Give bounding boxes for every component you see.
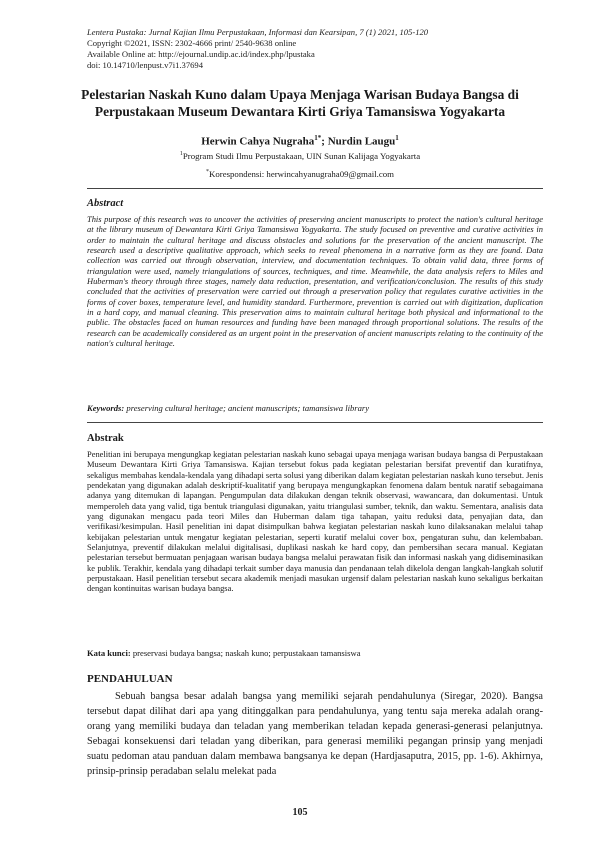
author-1-sup: 1* [314, 134, 322, 142]
keywords-en-label: Keywords: [87, 403, 125, 413]
page-number: 105 [292, 807, 308, 818]
correspondence-text: Korespondensi: herwincahyanugraha09@gmail.com [209, 168, 394, 179]
abstract-en-heading: Abstract [87, 198, 124, 209]
abstract-id-heading: Abstrak [87, 433, 124, 444]
keywords-id [87, 648, 543, 658]
section-body [87, 689, 543, 779]
affiliation-text: Program Studi Ilmu Perpustakaan, UIN Sunan Kalijaga Yogyakarta [182, 150, 421, 161]
keywords-id-values: preservasi budaya bangsa; naskah kuno; perpustakaan tamansiswa [132, 648, 361, 658]
abstract-id-text: Penelitian ini berupaya mengungkap kegiatan pelestarian naskah kuno sebagai upaya menjaga warisan budaya bangsa di Perpustakaan Museum Dewantara Kirti Griya Tamansiswa. Kajian tersebut fokus pada kegiatan pelestarian bersifat preventif dan kuratifnya, sekaligus membahas kendala-kendala yang dihadapi serta solusi yang diberikan dalam kegiatan pelestarian naskah kuno tersebut. Jenis pendekatan yang digunakan adalah deskriptif-kualitatif yang berupaya mengungkapkan fenomena dalam bentuk naratif sebagaimana adanya yang ditemukan di lapangan. Pengumpulan data dilakukan dengan teknik observasi, wawancara, dan dokumentasi. Untuk memperoleh data yang valid, tiga bentuk triangulasi digunakan, yaitu triangulasi sumber, teknik, dan waktu. Sementara, analisis data yang digunakan mengacu pada teori Miles dan Huberman dalam tiga tahapan, yaitu reduksi data, penyajian data, dan verifikasi/kesimpulan. Hasil penelitian ini dapat disimpulkan bahwa kegiatan pelestarian naskah kuno dilaksanakan melalui tahap kebijakan pelestarian untuk mengatur kegiatan pelestarian, seperti kuratif melalui cover box, pengaturan suhu, dan kelembaban. Selanjutnya, preventif dilakukan melalui digitalisasi, duplikasi naskah ke hard copy, dan pembersihan secara manual. Kegiatan pelestarian tersebut bermuatan penjagaan warisan budaya bangsa melalui perawatan fisik dan informasi naskah yang didiseminasikan ke publik. Terakhir, kendala yang dihadapi terkait sumber daya manusia dan pendanaan telah dikelola dengan langkah-langkah solutif perpustakaan. Hasil penelitian tersebut secara akademik menjadi masukan urgensif dalam pelestarian naskah kuno sekaligus berkaitan dengan kontinuitas warisan budaya bangsa. [87, 449, 543, 594]
affiliation [60, 148, 540, 162]
body-paragraph: Sebuah bangsa besar adalah bangsa yang memiliki sejarah pendahulunya (Siregar, 2020). Bangsa tersebut dapat dilihat dari apa yang ditinggalkan para pendahulunya, yang tentu saja mereka adalah orang-orang yang memiliki budaya dan teladan yang memberikan teladan kepada generasi-generasi pelanjutnya. Sebagai konsekuensi dari teladan yang diberikan, para generasi memiliki pegangan prinsip yang menjadi suatu pedoman atau panduan dalam membawa bangsanya ke depan (Hardjasaputra, 2015, pp. 1-6). Akhirnya, prinsip-prinsip peradaban selalu melekat pada [87, 691, 543, 777]
journal-citation: Lentera Pustaka: Jurnal Kajian Ilmu Perpustakaan, Informasi dan Kearsipan, 7 (1) 2021, 105-120 [87, 27, 429, 37]
correspondence [60, 166, 540, 180]
section-heading: PENDAHULUAN [87, 673, 173, 685]
top-divider [87, 188, 543, 189]
author-separator: ; [321, 135, 328, 148]
affiliation-sup: 1 [179, 151, 183, 157]
correspondence-sup: * [206, 169, 210, 175]
keywords-en [87, 403, 543, 413]
author-line [60, 131, 540, 149]
copyright-line: Copyright ©2021, ISSN: 2302-4666 print/ 2540-9638 online [87, 38, 297, 48]
abstract-en-text: This purpose of this research was to uncover the activities of preserving ancient manuscripts to protect the nation's cultural heritage at the library museum of Dewantara Kirti Griya Tamansiswa Yogyakarta. The study focused on preventive and curative activities in order to maintain the cultural heritage and discuss obstacles and solutions for the preservation of the ancient manuscript. The research used a descriptive qualitative approach, which seeks to reveal phenomena in a narrative form as they are found. Data collection was carried out through observation, interview, and documentation techniques. To obtain valid data, three forms of triangulation were used, namely triangulations of sources, techniques, and time. Meanwhile, the data analysis refers to Miles and Huberman's theory through three stages, namely data reduction, presentation, and verification/conclusion. The results of this study concluded that the activities of preservation were carried out through a preservation policy that regulates curative activities in the forms of cover boxes, temperature level, and humidity standard. Furthermore, prevention is carried out with digitization, duplication in a hard copy, and manual cleaning. This preservation aims to maintain cultural heritage both physical and informational to the public. The obstacles faced on human resources and funding have been managed through proportional solutions. The results of the research can be academically considered as an urgent point in the preservation of ancient manuscripts relating to the continuity of the nation's cultural heritage. [87, 214, 543, 349]
author-1-name: Herwin Cahya Nugraha [201, 135, 315, 148]
keywords-id-label: Kata kunci: [87, 648, 131, 658]
author-2-name: Nurdin Laugu [327, 135, 396, 148]
author-2-sup: 1 [395, 134, 399, 142]
paper-title: Pelestarian Naskah Kuno dalam Upaya Menjaga Warisan Budaya Bangsa di Perpustakaan Museum Dewantara Kirti Griya Tamansiswa Yogyakarta [81, 87, 519, 119]
online-url-line: Available Online at: http://ejournal.undip.ac.id/index.php/lpustaka [87, 49, 315, 59]
keywords-en-values: preserving cultural heritage; ancient manuscripts; tamansiswa library [126, 403, 370, 413]
journal-header [87, 27, 527, 71]
doi-line: doi: 10.14710/lenpust.v7i1.37694 [87, 60, 204, 70]
middle-divider [87, 422, 543, 423]
